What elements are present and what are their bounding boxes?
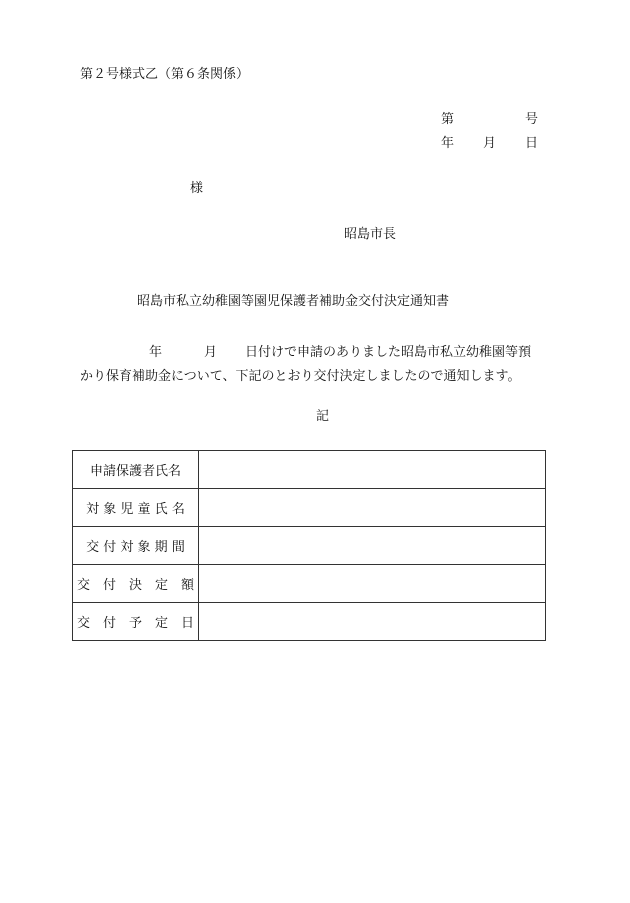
row-value-field[interactable]: [199, 451, 546, 489]
date-month: 月: [483, 136, 497, 151]
table-row: [73, 565, 546, 603]
doc-number-prefix: 第: [441, 112, 455, 127]
addressee-suffix: 様: [190, 181, 204, 196]
body-line2: かり保育補助金について、下記のとおり交付決定しましたので通知します。: [80, 369, 521, 384]
row-value-field[interactable]: [199, 489, 546, 527]
row-value-field[interactable]: [199, 565, 546, 603]
row-label: 交 付 決 定 額: [73, 565, 199, 603]
row-label: 申請保護者氏名: [73, 451, 199, 489]
body-month: 月: [204, 345, 218, 360]
table-row: [73, 489, 546, 527]
form-number-label: 第２号様式乙（第６条関係）: [80, 67, 250, 82]
table-row: [73, 527, 546, 565]
body-year: 年: [149, 345, 163, 360]
row-value-field[interactable]: [199, 527, 546, 565]
row-label: 交 付 対 象 期 間: [73, 527, 199, 565]
document-title: 昭島市私立幼稚園等園児保護者補助金交付決定通知書: [137, 294, 450, 309]
row-label: 対 象 児 童 氏 名: [73, 489, 199, 527]
doc-number-suffix: 号: [525, 112, 539, 127]
issuer: 昭島市長: [344, 227, 397, 242]
date-year: 年: [441, 136, 455, 151]
ki-heading: 記: [316, 409, 330, 424]
row-value-field[interactable]: [199, 603, 546, 641]
table-row: [73, 603, 546, 641]
body-line1-tail: 日付けで申請のありました昭島市私立幼稚園等預: [245, 345, 532, 360]
table-row: [73, 451, 546, 489]
detail-table: [72, 450, 546, 641]
row-label: 交 付 予 定 日: [73, 603, 199, 641]
notice-body: [80, 341, 550, 389]
date-day: 日: [525, 136, 539, 151]
